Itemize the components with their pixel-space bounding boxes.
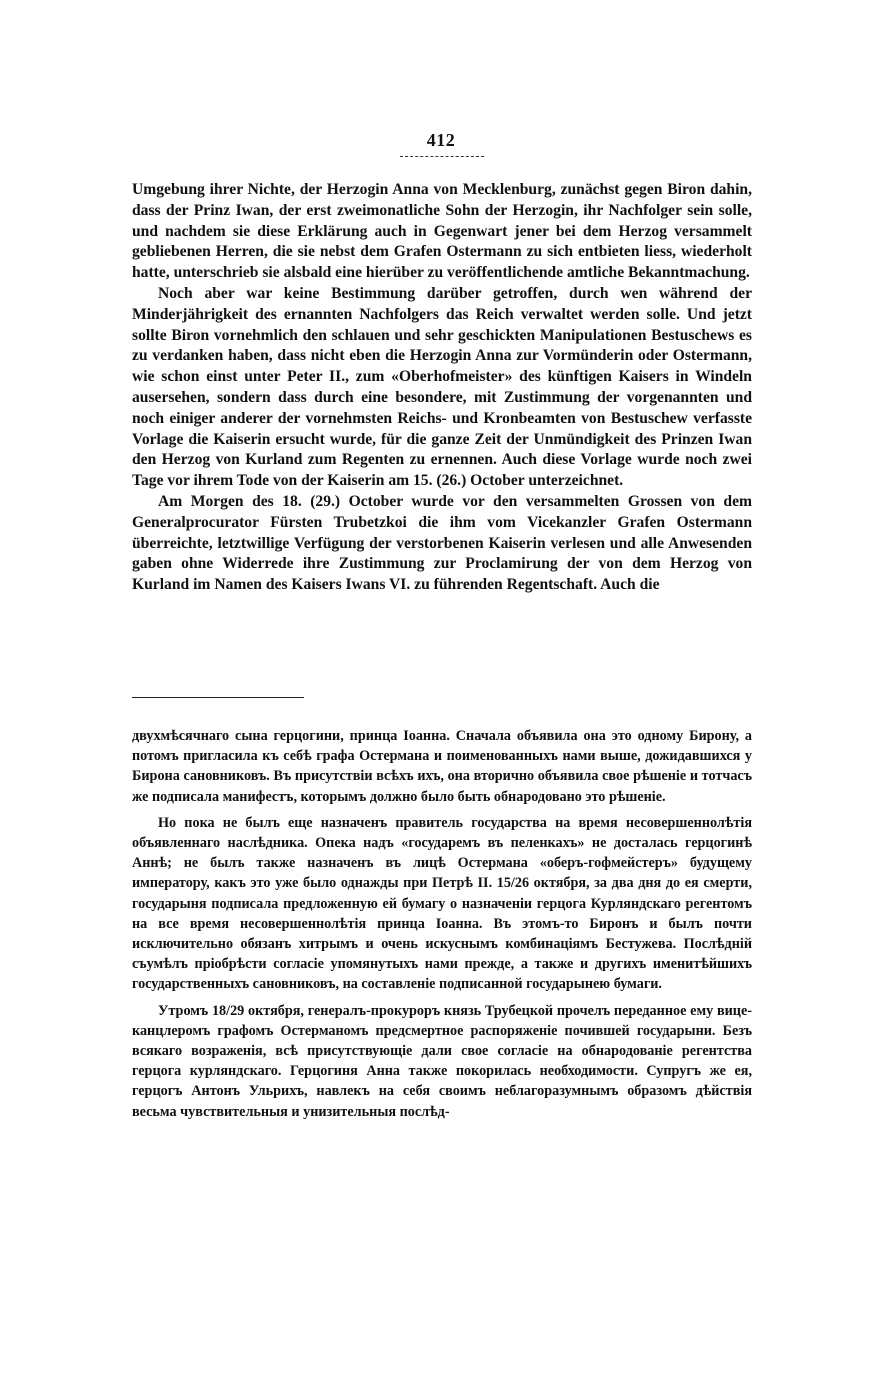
page-number-underline: [400, 156, 484, 157]
footnote-paragraph: Утромъ 18/29 октября, генералъ-прокуроръ князь Трубецкой прочелъ переданное ему вице-канцлеромъ графомъ Остерманомъ предсмертное распоряженіе почившей государыни. Безъ всякаго возраженія, всѣ присутствующіе дали свое согласіе на обнародованіе регентства герцога курляндскаго. Герцогиня Анна также покорилась необходимости. Супругъ же ея, герцогъ Антонъ Ульрихъ, навлекъ на себя своимъ неблагоразумнымъ образомъ дѣйствія весьма чувствительныя и унизительныя послѣд-: [132, 1002, 752, 1120]
main-paragraph: Am Morgen des 18. (29.) October wurde vor den versammelten Grossen von dem Generalprocurator Fürsten Trubetzkoi die ihm vom Vicekanzler Grafen Ostermann überreichte, letztwillige Verfügung der verstorbenen Kaiserin verlesen und alle Anwesenden gaben ohne Widerrede ihre Zustimmung zur Proclamirung der von dem Herzog von Kurland im Namen des Kaisers Iwans VI. zu führenden Regentschaft. Auch die: [132, 492, 752, 594]
footnote-paragraph: двухмѣсячнаго сына герцогини, принца Іоанна. Сначала объявила она это одному Бирону, а потомъ пригласила къ себѣ графа Остермана и поименованныхъ нами выше, дожидавшихся у Бирона сановниковъ. Въ присутствіи всѣхъ ихъ, она вторично объявила свое рѣшеніе и тотчасъ же подписала манифестъ, которымъ должно было быть обнародовано это рѣшеніе.: [132, 728, 752, 805]
main-text: [132, 180, 752, 596]
page-number: 412: [426, 130, 456, 150]
main-paragraph: Umgebung ihrer Nichte, der Herzogin Anna von Mecklenburg, zunächst gegen Biron dahin, dass der Prinz Iwan, der erst zweimonatliche Sohn der Herzogin, ihr Nachfolger sein solle, und nachdem sie diese Erklärung auch in Gegenwart jener bei dem Herzog versammelt gebliebenen Herren, die sie nebst dem Grafen Ostermann zu sich entbieten liess, wiederholt hatte, unterschrieb sie alsbald eine hierüber zu veröffentlichende amtliche Bekanntmachung.: [132, 181, 752, 282]
footnote-separator: [132, 697, 304, 698]
main-paragraph: Noch aber war keine Bestimmung darüber getroffen, durch wen während der Minderjährigkeit des ernannten Nachfolgers das Reich verwaltet werden solle. Und jetzt sollte Biron vornehmlich den schlauen und sehr geschickten Manipulationen Bestuschews es zu verdanken haben, dass nicht eben die Herzogin Anna zur Vormünderin oder Ostermann, wie schon einst unter Peter II., zum «Oberhofmeister» des künftigen Kaisers in Windeln ausersehen, sondern dass durch eine besondere, mit Zustimmung der vorgenannten und noch einiger anderer der vornehmsten Reichs- und Kronbeamten von Bestuschew verfasste Vorlage die Kaiserin ersucht wurde, für die ganze Zeit der Unmündigkeit des Prinzen Iwan den Herzog von Kurland zum Regenten zu ernennen. Auch diese Vorlage wurde noch zwei Tage vor ihrem Tode von der Kaiserin am 15. (26.) October unterzeichnet.: [132, 284, 752, 490]
footnote: [132, 726, 752, 1122]
footnote-paragraph: Но пока не былъ еще назначенъ правитель государства на время несовершеннолѣтія объявленнаго наслѣдника. Опека надъ «государемъ въ пеленкахъ» не досталась герцогинѣ Аннѣ; не былъ также назначенъ въ лицѣ Остермана «оберъ-гофмейстеръ» будущему императору, какъ это уже было однажды при Петрѣ II. 15/26 октября, за два дня до ея смерти, государыня подписала предложенную ей бумагу о назначеніи герцога Курляндскаго регентомъ на все время несовершеннолѣтія принца Іоанна. Въ этомъ-то Биронъ и былъ почти исключительно обязанъ хитрымъ и очень искуснымъ комбинаціямъ Бестужева. Послѣдній съумѣлъ пріобрѣсти согласіе упомянутыхъ нами прежде, а также и другихъ именитѣйшихъ государственныхъ сановниковъ, на составленіе подписанной государынею бумаги.: [132, 814, 752, 993]
